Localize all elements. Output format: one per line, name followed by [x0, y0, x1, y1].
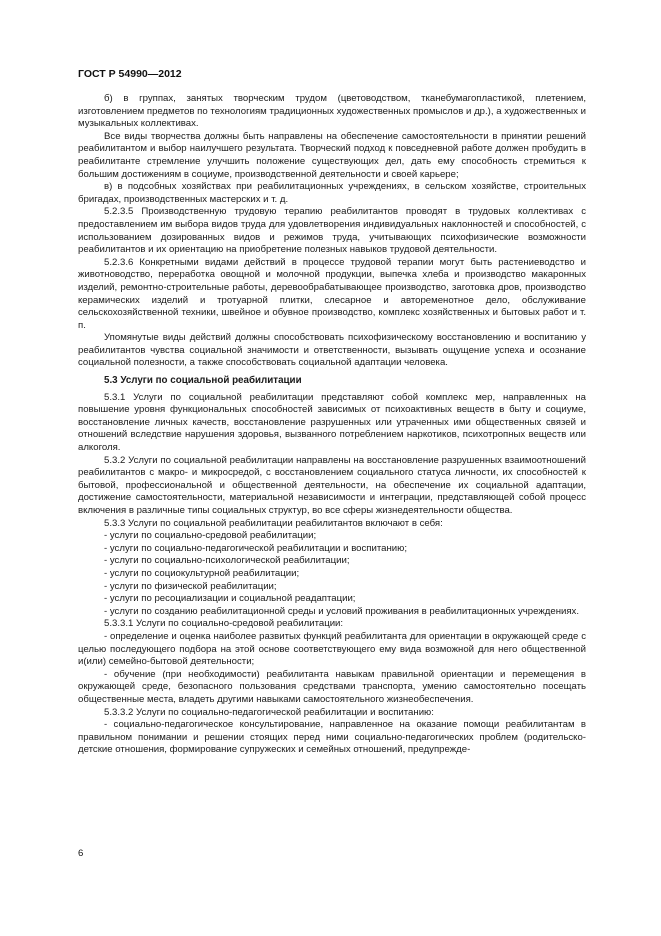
list-item: - услуги по социально-психологической реабилитации;: [104, 555, 350, 567]
list-item: - обучение (при необходимости) реабилитанта навыкам правильной ориентации и перемещения в окружающей среде, безопасного пользования средствами транспорта, умению самостоятельно посещать общественные места, владеть другими навыками самостоятельного жизнеобеспечения.: [78, 668, 586, 705]
paragraph: в) в подсобных хозяйствах при реабилитационных учреждениях, в сельском хозяйстве, строительных бригадах, производственных мастерских и т. д.: [78, 181, 586, 205]
list-item: - услуги по ресоциализации и социальной реадаптации;: [104, 593, 356, 605]
list-item: - услуги по физической реабилитации;: [104, 580, 277, 592]
page-number: 6: [78, 848, 84, 859]
paragraph: 5.3.2 Услуги по социальной реабилитации направлены на восстановление разрушенных взаимоотношений реабилитантов с макро- и микросредой, с восстановлением социального статуса личности, их способностей к бытовой, профессиональной и общественной деятельности, на обеспечение их социальной адаптации, достижение самостоятельности, материальной независимости и интеграции, представляющей собой процесс включения в различные типы социальных структур, во все сферы жизнедеятельности общества.: [78, 454, 586, 516]
paragraph: 5.2.3.6 Конкретными видами действий в процессе трудовой терапии могут быть растениеводство и животноводство, переработка овощной и молочной продукции, выпечка хлеба и производство макаронных изделий, ремонтно-строительные работы, деревообрабатывающее производство, заготовка дров, производство керамических изделий и тротуарной плитки, слесарное и автоременотное дело, обслуживание сельскохозяйственной техники, швейное и обувное производство, комплекс хозяйственных и бытовых работ и т. п.: [78, 256, 586, 331]
paragraph: 5.3.1 Услуги по социальной реабилитации представляют собой комплекс мер, направленных на повышение уровня функциональных способностей зависимых от психоактивных веществ в быту и социуме, восстановление личных качеств, восстановление разрушенных или утраченных ими общественных связей и отношений вследствие нарушения здоровья, вызванного потреблением наркотиков, психотропных веществ или алкоголя.: [78, 391, 586, 454]
paragraph: 5.3.3 Услуги по социальной реабилитации реабилитантов включают в себя:: [104, 517, 443, 529]
list-item: - услуги по социально-педагогической реабилитации и воспитанию;: [104, 542, 408, 554]
paragraph: 5.2.3.5 Производственную трудовую терапию реабилитантов проводят в трудовых коллективах с предоставлением им выбора видов труда для удовлетворения индивидуальных наклонностей и способностей, с использованием дозированных видов и режимов труда, учитывающих психофизические возможности реабилитантов и их ориентацию на приобретение полезных навыков трудовой деятельности.: [78, 206, 586, 256]
list-item: - услуги по созданию реабилитационной среды и условий проживания в реабилитационных учреждениях.: [104, 605, 580, 617]
list-item: - услуги по социокультурной реабилитации;: [104, 567, 300, 579]
list-item: - услуги по социально-средовой реабилитации;: [104, 530, 317, 542]
paragraph: б) в группах, занятых творческим трудом (цветоводством, тканебумагопластикой, плетением, изготовлением предметов по технологиям традиционных художественных промыслов и др.), а художественных и музыкальных коллективах.: [78, 93, 586, 130]
paragraph: 5.3.3.2 Услуги по социально-педагогической реабилитации и воспитанию:: [104, 706, 434, 718]
paragraph: Упомянутые виды действий должны способствовать психофизическому восстановлению и воспитанию у реабилитантов чувства социальной значимости и ответственности, вызывать ощущение успеха и осознание социальной полезности, а также способствовать социальной адаптации человека.: [78, 332, 586, 369]
paragraph: Все виды творчества должны быть направлены на обеспечение самостоятельности в принятии решений реабилитантом и выбор наилучшего результата. Творческий подход к повседневной работе должен пробудить в реабилитанте стремление улучшить положение существующих дел, дать ему способность стремиться к большим достижениям в социуме, производственной деятельности и своей карьере;: [78, 130, 586, 180]
list-item: - социально-педагогическое консультирование, направленное на оказание помощи реабилитантам в правильном понимании и решении стоящих перед ними социально-педагогических проблем (родительско-детские отношения, формирование супружеских и семейных отношений, предупрежде-: [78, 719, 586, 756]
document-body: [78, 93, 586, 757]
paragraph: 5.3.3.1 Услуги по социально-средовой реабилитации:: [104, 618, 344, 630]
section-heading: 5.3 Услуги по социальной реабилитации: [104, 375, 302, 387]
list-item: - определение и оценка наиболее развитых функций реабилитанта для ориентации в окружающей среде с целью последующего подбора на этой основе соответствующего ему вида возможной для него общественной и(или) семейно-бытовой деятельности;: [78, 630, 586, 668]
standard-header: ГОСТ Р 54990—2012: [78, 68, 182, 80]
